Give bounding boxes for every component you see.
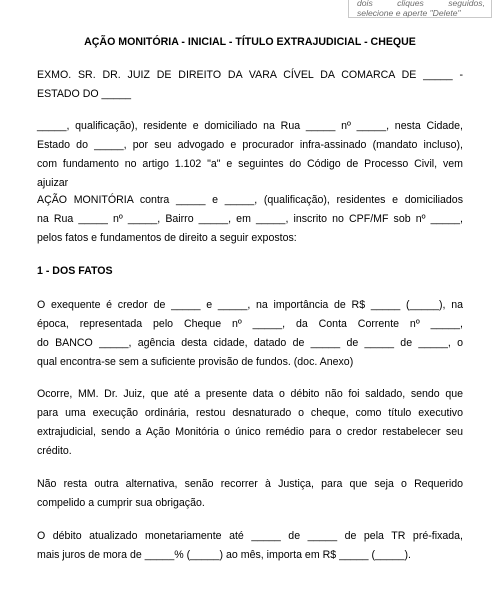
- section-heading-facts: 1 - DOS FATOS: [37, 265, 113, 277]
- court-address-line: ESTADO DO _____: [37, 88, 132, 100]
- facts-line: Ocorre, MM. Dr. Juiz, que até a presente data o débito não foi saldado, sendo que: [37, 388, 463, 400]
- facts-paragraph-2: [37, 385, 463, 461]
- instruction-note-line-2: selecione e aperte "Delete": [357, 8, 461, 18]
- facts-line: O débito atualizado monetariamente até _____ de _____ de pela TR pré-fixada,: [37, 530, 463, 542]
- facts-paragraph-4: [37, 527, 463, 565]
- intro-line: _____, qualificação), residente e domiciliado na Rua _____ nº _____, nesta Cidade,: [37, 120, 463, 132]
- facts-line: época, representada pelo Cheque nº _____, da Conta Corrente nº _____,: [37, 318, 463, 330]
- court-address: [37, 66, 463, 104]
- facts-paragraph-3: [37, 475, 463, 513]
- facts-line: qual encontra-se sem a suficiente provisão de fundos. (doc. Anexo): [37, 356, 354, 368]
- facts-line: O exequente é credor de _____ e _____, na importância de R$ _____ (_____), na: [37, 299, 463, 311]
- intro-line: ajuizar: [37, 177, 69, 189]
- facts-line: crédito.: [37, 445, 72, 457]
- intro-line: pelos fatos e fundamentos de direito a seguir expostos:: [37, 232, 297, 244]
- facts-line: Não resta outra alternativa, senão recorrer à Justiça, para que seja o Requerido: [37, 478, 463, 490]
- facts-line: compelido a cumprir sua obrigação.: [37, 497, 205, 509]
- facts-line: para uma execução ordinária, restou desnaturado o cheque, como título executivo: [37, 407, 463, 419]
- court-address-line: EXMO. SR. DR. JUIZ DE DIREITO DA VARA CÍVEL DA COMARCA DE _____ -: [37, 69, 463, 81]
- facts-line: do BANCO _____, agência desta cidade, datado de _____ de _____ de _____, o: [37, 337, 463, 349]
- facts-line: mais juros de mora de _____% (_____) ao mês, importa em R$ _____ (_____).: [37, 549, 411, 561]
- facts-line: extrajudicial, sendo a Ação Monitória o único remédio para o credor restabelecer seu: [37, 426, 463, 438]
- document-title: AÇÃO MONITÓRIA - INICIAL - TÍTULO EXTRAJUDICIAL - CHEQUE: [84, 36, 416, 48]
- intro-line: na Rua _____ nº _____, Bairro _____, em _____, inscrito no CPF/MF sob nº _____,: [37, 213, 463, 225]
- intro-paragraph: [37, 117, 463, 248]
- instruction-note-line-1: dois cliques seguidos,: [357, 0, 485, 8]
- intro-line: Estado do _____, por seu advogado e procurador infra-assinado (mandato incluso),: [37, 139, 463, 151]
- facts-paragraph-1: [37, 296, 463, 372]
- instruction-note: [348, 0, 492, 18]
- intro-line: com fundamento no artigo 1.102 "a" e seguintes do Código de Processo Civil, vem: [37, 158, 463, 170]
- intro-line: AÇÃO MONITÓRIA contra _____ e _____, (qualificação), residentes e domiciliados: [37, 194, 463, 206]
